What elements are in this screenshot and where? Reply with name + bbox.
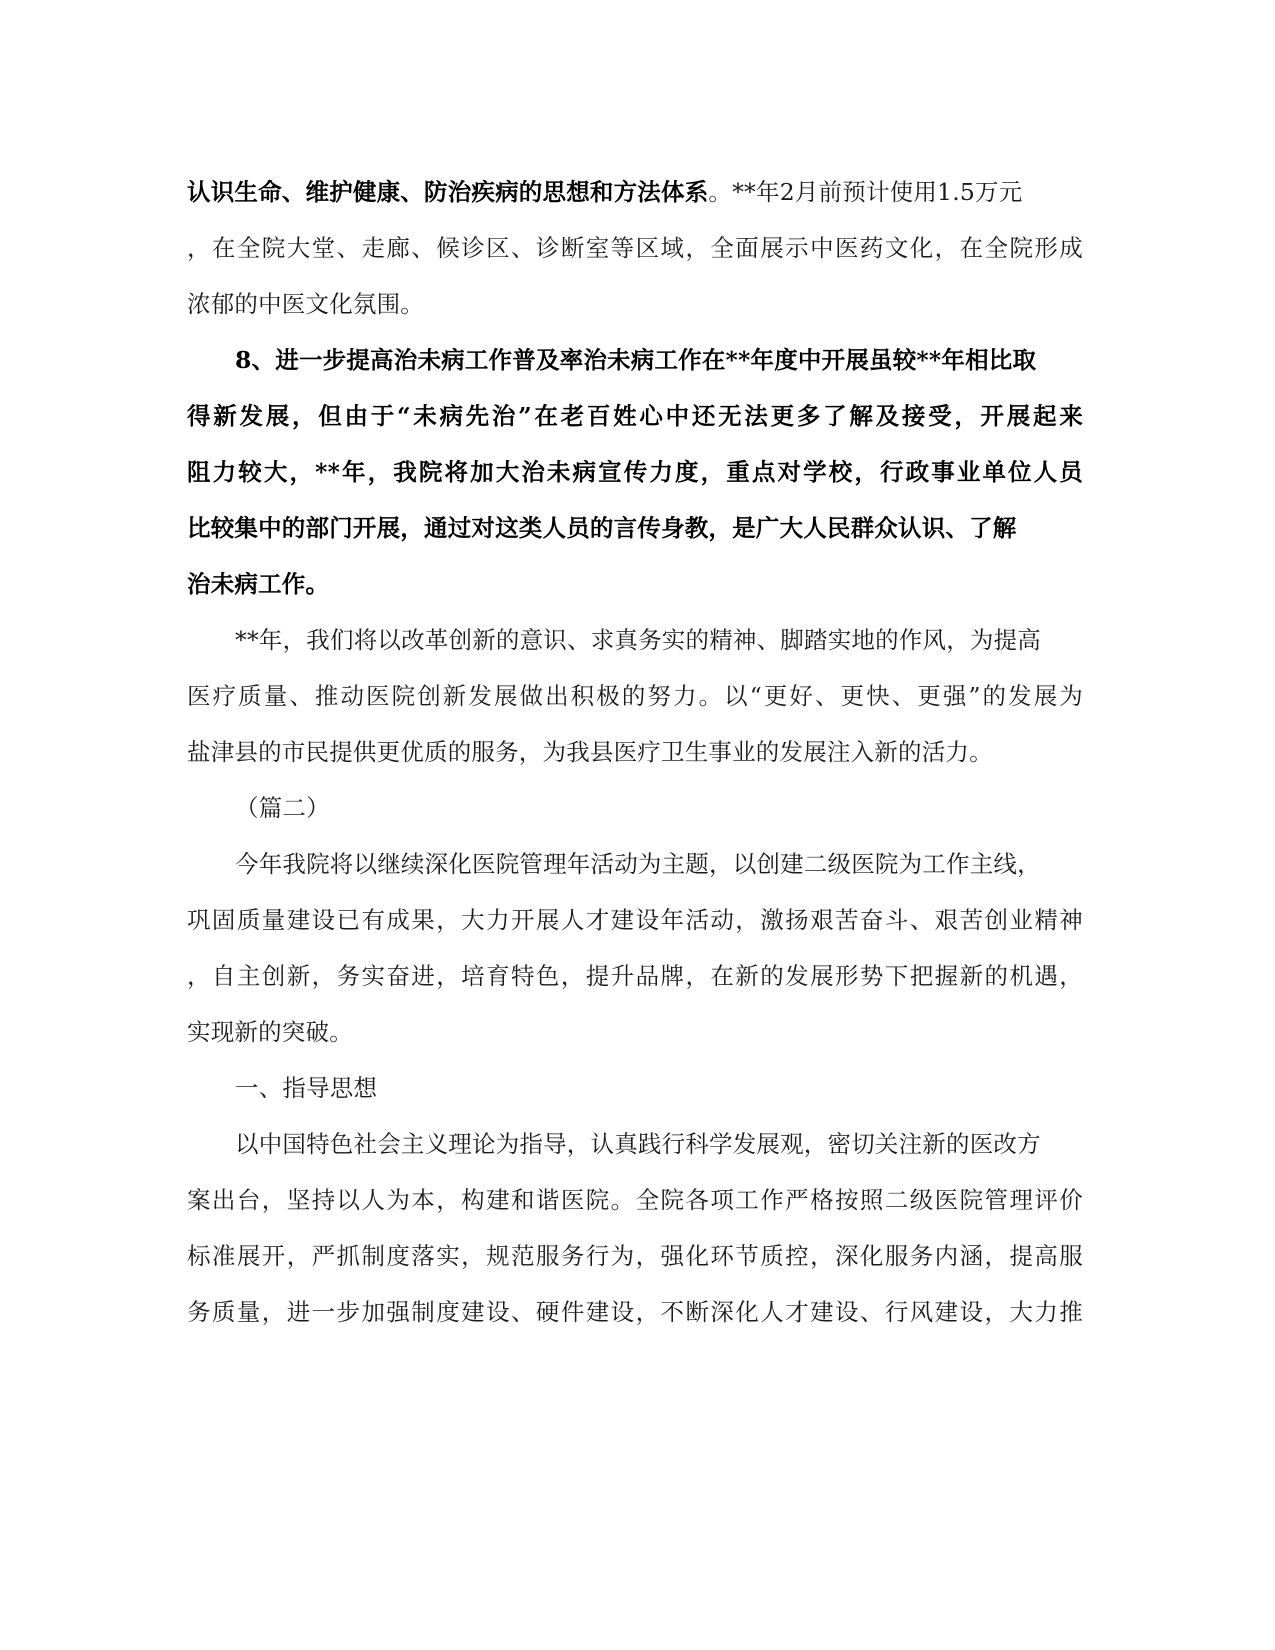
text-line: **年，我们将以改革创新的意识、求真务实的精神、脚踏实地的作风，为提高 — [235, 626, 1041, 654]
text-line: 以中国特色社会主义理论为指导，认真践行科学发展观，密切关注新的医改方 — [235, 1130, 1041, 1158]
text-line: 巩固质量建设已有成果，大力开展人才建设年活动，激扬艰苦奋斗、艰苦创业精神 — [187, 906, 1083, 934]
text-line: 务质量，进一步加强制度建设、硬件建设，不断深化人才建设、行风建设，大力推 — [187, 1298, 1083, 1326]
text-line: 标准展开，严抓制度落实，规范服务行为，强化环节质控，深化服务内涵，提高服 — [187, 1242, 1083, 1270]
text-line: 比较集中的部门开展，通过对这类人员的言传身教，是广大人民群众认识、了解 — [187, 514, 1017, 542]
section-label: （篇二） — [235, 794, 330, 822]
text-line: 今年我院将以继续深化医院管理年活动为主题，以创建二级医院为工作主线， — [235, 850, 1041, 878]
text-line: 浓郁的中医文化氛围。 — [187, 290, 424, 318]
text-line — [187, 172, 1022, 212]
section-heading: 一、指导思想 — [235, 1074, 378, 1102]
text-line: 阻力较大，**年，我院将加大治未病宣传力度，重点对学校，行政事业单位人员 — [187, 458, 1083, 486]
text-line: ，自主创新，务实奋进，培育特色，提升品牌，在新的发展形势下把握新的机遇， — [187, 962, 1083, 990]
text-line: 治未病工作。 — [187, 570, 330, 598]
heading-line: 8、进一步提高治未病工作普及率治未病工作在**年度中开展虽较**年相比取 — [235, 346, 1037, 374]
text-line: 得新发展，但由于“未病先治”在老百姓心中还无法更多了解及接受，开展起来 — [187, 402, 1083, 430]
text-line: 实现新的突破。 — [187, 1018, 353, 1046]
text-span: 。**年2月前预计使用1.5万元 — [708, 178, 1023, 206]
text-line: 案出台，坚持以人为本，构建和谐医院。全院各项工作严格按照二级医院管理评价 — [187, 1186, 1083, 1214]
bold-text-span: 认识生命、维护健康、防治疾病的思想和方法体系 — [187, 178, 709, 206]
text-line: ，在全院大堂、走廊、候诊区、诊断室等区域，全面展示中医药文化，在全院形成 — [187, 234, 1083, 262]
text-line: 盐津县的市民提供更优质的服务，为我县医疗卫生事业的发展注入新的活力。 — [187, 738, 993, 766]
text-line: 医疗质量、推动医院创新发展做出积极的努力。以“更好、更快、更强”的发展为 — [187, 682, 1083, 710]
